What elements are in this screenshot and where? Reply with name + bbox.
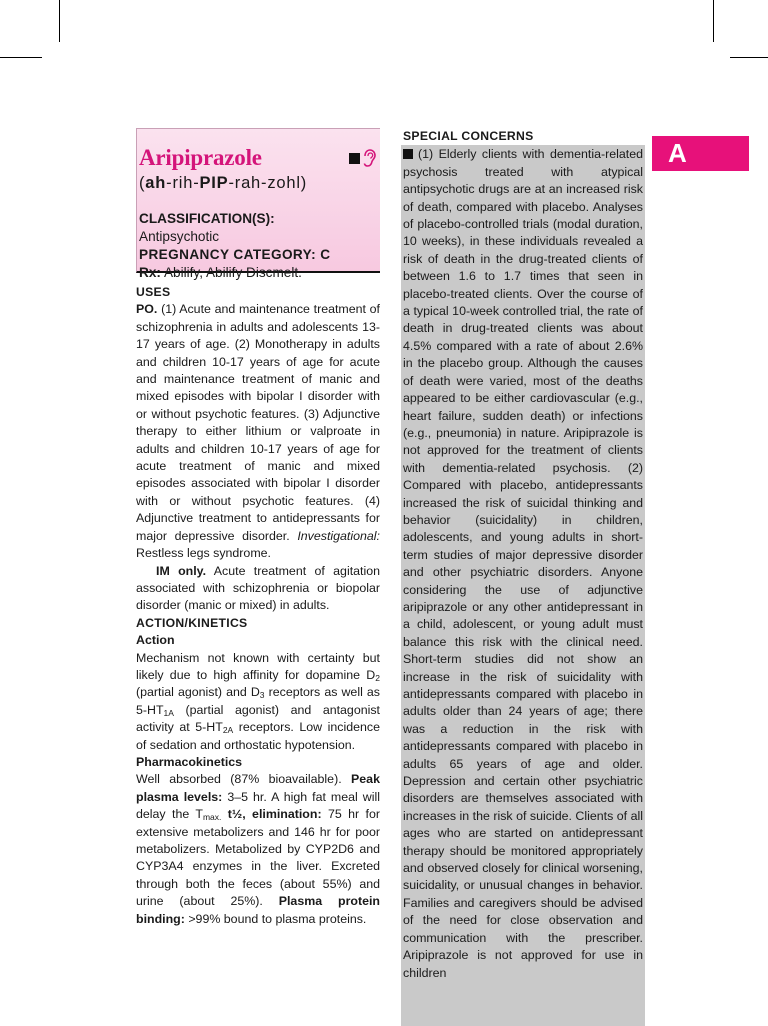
investigational-text: Restless legs syndrome. <box>136 546 271 561</box>
special-concerns-box <box>401 145 645 1026</box>
action-text: receptors. Low incidence of sedation and orthostatic hypotension. <box>136 720 380 752</box>
crop-mark <box>59 0 60 42</box>
thumb-index-tab: A <box>652 136 749 171</box>
drug-header-box <box>136 128 380 280</box>
pronunciation-segment: ( <box>139 174 146 192</box>
right-column <box>401 128 645 1026</box>
action-text: (partial agonist) and D <box>136 685 260 700</box>
half-life-label: t½, elimination: <box>227 807 322 822</box>
pharmacokinetics-paragraph <box>136 771 380 928</box>
subscript: 2A <box>222 725 234 736</box>
ear-icon <box>362 149 376 167</box>
investigational-label: Investigational: <box>297 528 380 543</box>
crop-mark <box>0 57 42 58</box>
pharmacokinetics-subheading: Pharmacokinetics <box>136 754 243 769</box>
classification-label: CLASSIFICATION(S): <box>139 211 275 226</box>
special-concerns-heading: SPECIAL CONCERNS <box>403 129 534 143</box>
rx-brands: Abilify, Abilify Discmelt. <box>163 265 302 280</box>
tmax-subscript: max. <box>202 812 222 823</box>
pregnancy-category: PREGNANCY CATEGORY: C <box>139 247 331 262</box>
pronunciation-segment: -rah-zohl) <box>228 174 308 192</box>
rx-label: Rx: <box>139 265 161 280</box>
left-column <box>136 128 380 928</box>
uses-heading: USES <box>136 285 171 299</box>
action-paragraph <box>136 650 380 754</box>
pronunciation <box>139 172 376 194</box>
special-concerns-body: (1) Elderly clients with dementia-related psychosis treated with atypical antipsychotic drugs are at an increased risk of death, compared with placebo. Analyses of placebo-controlled trials (modal duration, 10 weeks), in these individuals revealed a risk of death in the drug-treated clients of between 1.6 to 1.7 times that seen in placebo-treated clients. Over the course of a typical 10-week controlled trial, the rate of death in drug-treated clients was about 4.5% compared with a rate of about 2.6% in the placebo group. Although the causes of death were varied, most of the deaths appeared to be either cardiovascular (e.g., heart failure, sudden death) or infections (e.g., pneumonia) in nature. Aripiprazole is not approved for the treatment of clients with dementia-related psychosis. (2) Compared with placebo, antidepressants increased the risk of suicidal thinking and behavior (suicidality) in children, adolescents, and young adults in short-term studies of major depressive disorder and other psychiatric disorders. Anyone considering the use of adjunctive aripiprazole or any other antidepressant in a child, adolescent, or young adult must balance this risk with the clinical need. Short-term studies did not show an increase in the risk of suicidality with antidepressants compared with placebo in adults older than 24 years of age; there was a reduction in the risk with antidepressants compared with placebo in adults 65 years of age and older. Depression and certain other psychiatric disorders are themselves associated with increases in the risk of suicide. Clients of all ages who are started on antidepressant therapy should be monitored appropriately and observed closely for clinical worsening, suicidality, or unusual changes in behavior. Families and caregivers should be advised of the need for close observation and communication with the prescriber. Aripiprazole is not approved for use in children <box>403 147 643 980</box>
drug-marks <box>349 149 376 167</box>
black-square-icon <box>349 153 360 164</box>
crop-mark <box>713 0 714 42</box>
rx-line <box>139 264 376 282</box>
subscript: 2 <box>375 672 380 683</box>
uses-im-paragraph <box>136 563 380 615</box>
pronunciation-segment: PIP <box>199 174 229 192</box>
action-text: Mechanism not known with certainty but likely due to high affinity for dopamine D <box>136 650 380 682</box>
pk-text: Well absorbed (87% bioavailable). <box>136 772 342 787</box>
crop-mark <box>730 57 768 58</box>
pk-text-part: 3–5 hr. A high fat meal will delay the T <box>136 789 380 822</box>
action-kinetics-heading: ACTION/KINETICS <box>136 615 248 630</box>
action-text: (partial agonist) and antagonist activity at 5-HT <box>136 702 380 735</box>
classification-value: Antipsychotic <box>139 229 220 244</box>
im-text: Acute treatment of agitation associated with schizophrenia or biopolar disorder (manic or mixed) in adults. <box>136 563 381 613</box>
action-subheading: Action <box>136 633 175 648</box>
peak-label: Peak plasma levels: <box>136 772 380 804</box>
subscript: 1A <box>163 707 174 718</box>
special-concerns-text <box>403 146 643 982</box>
subscript: 3 <box>259 690 265 701</box>
pronunciation-segment: -rih- <box>166 174 200 192</box>
pk-text: >99% bound to plasma proteins. <box>188 911 367 926</box>
drug-name: Aripiprazole <box>139 145 262 170</box>
protein-binding-label: Plasma protein binding: <box>136 894 380 926</box>
pk-text: 75 hr for extensive metabolizers and 146 hr for poor metabolizers. Metabolized by CYP2D6 and CYP3A4 enzymes in the liver. Excreted through both the feces (about 55%) and urine (about 25%). <box>136 807 380 909</box>
po-label: PO. <box>136 302 158 317</box>
im-label: IM only. <box>156 563 207 578</box>
action-text: receptors as well as 5-HT <box>136 685 380 717</box>
uses-po-paragraph <box>136 301 380 562</box>
po-text: (1) Acute and maintenance treatment of schizophrenia in adults and adolescents 13-17 years of age. (2) Monotherapy in adults and children 10-17 years of age for acute and maintenance treatment of manic and mixed episodes with bipolar I disorder with or without psychotic features. (3) Adjunctive therapy to either lithium or valproate in adults and children 10-17 years of age for acute treatment of manic and mixed episodes associated with bipolar I disorder with or without psychotic features. (4) Adjunctive treatment to antidepressants for major depressive disorder. <box>136 302 380 543</box>
black-square-icon <box>403 149 413 159</box>
pronunciation-segment: ah <box>145 174 167 192</box>
